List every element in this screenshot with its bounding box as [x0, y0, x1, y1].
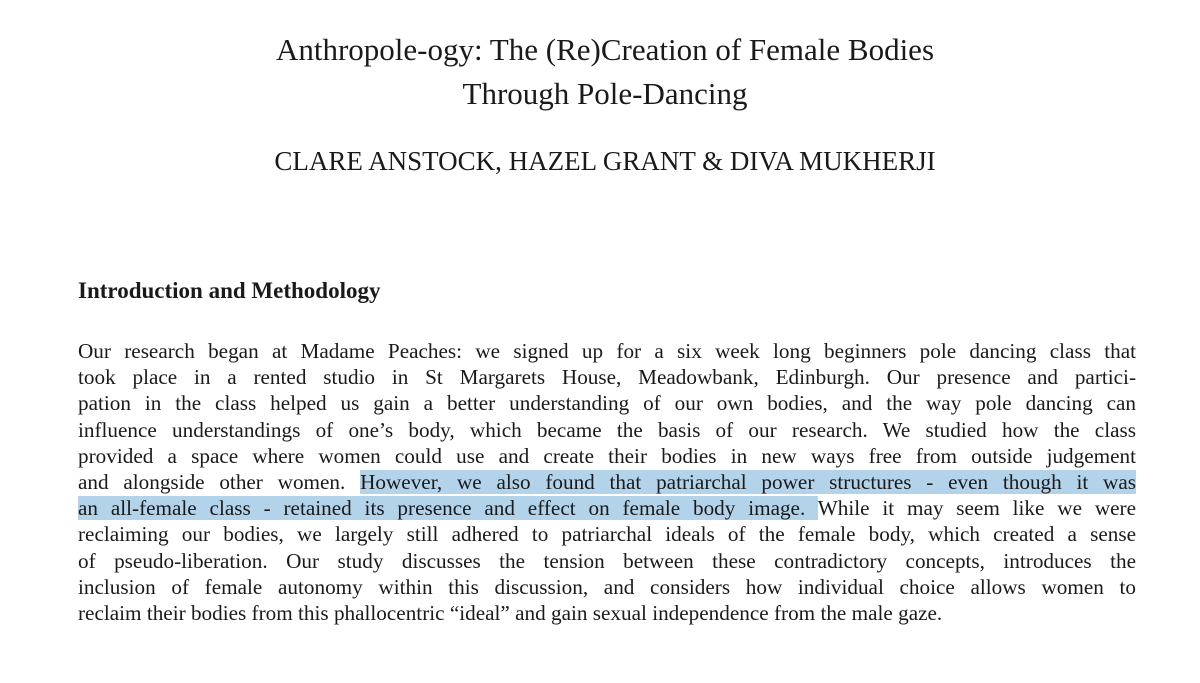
paragraph-line-5[interactable]: provided a space where women could use and create their bodies in new ways free from outside judgement [78, 443, 1136, 468]
paragraph-line-6-plain[interactable]: and alongside other women. [78, 470, 361, 495]
text-selection-highlight[interactable]: an all-female class - retained its presence and effect on female body image. [78, 496, 818, 521]
paper-title [0, 28, 1200, 116]
paragraph-line-3[interactable]: pation in the class helped us gain a better understanding of our own bodies, and the way pole dancing can [78, 391, 1136, 416]
paper-authors: CLARE ANSTOCK, HAZEL GRANT & DIVA MUKHERJI [274, 146, 936, 176]
paragraph-line-2[interactable]: took place in a rented studio in St Margarets House, Meadowbank, Edinburgh. Our presence and partici- [78, 365, 1136, 390]
text-selection-highlight[interactable]: However, we also found that patriarchal power structures - even though it was [360, 470, 1136, 495]
paragraph-line-11[interactable]: reclaim their bodies from this phallocentric “ideal” and gain sexual independence from the male gaze. [78, 601, 943, 626]
paragraph-line-9[interactable]: of pseudo-liberation. Our study discusses the tension between these contradictory concepts, introduces the [78, 548, 1136, 573]
intro-paragraph[interactable] [78, 338, 1136, 626]
paragraph-line-4[interactable]: influence understandings of one’s body, which became the basis of our research. We studied how the class [78, 417, 1136, 442]
paragraph-line-6[interactable] [78, 469, 1136, 495]
paragraph-line-7[interactable] [78, 495, 1136, 521]
paragraph-line-7-plain[interactable]: While it may seem like we were [817, 496, 1136, 521]
paragraph-line-10[interactable]: inclusion of female autonomy within this discussion, and considers how individual choice allows women to [78, 574, 1136, 599]
paragraph-line-1[interactable]: Our research began at Madame Peaches: we signed up for a six week long beginners pole dancing class that [78, 339, 1136, 363]
paper-title-line-2: Through Pole-Dancing [462, 76, 748, 111]
paper-title-line-1: Anthropole-ogy: The (Re)Creation of Female Bodies [275, 32, 935, 67]
paragraph-line-8[interactable]: reclaiming our bodies, we largely still adhered to patriarchal ideals of the female body, which created a sense [78, 522, 1136, 547]
section-heading: Introduction and Methodology [78, 278, 381, 303]
